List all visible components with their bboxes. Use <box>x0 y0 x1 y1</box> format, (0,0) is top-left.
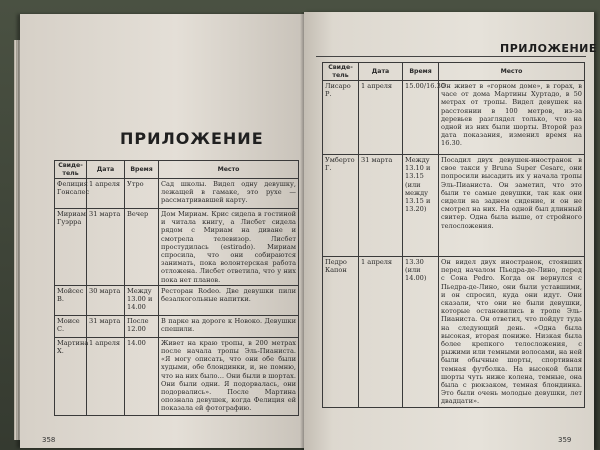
table-header-row <box>323 63 585 81</box>
table-row <box>55 315 299 337</box>
column-header-date: Дата <box>359 63 403 81</box>
time-cell: 14.00 <box>125 337 159 415</box>
place-cell: Он видел двух иностранок, стоявших перед началом Пьедра-де-Лино, перед с Сона Pedro. Когда он вернулся с Пьедра-де-Лино, они были уставшими, и он спросил, куда они идут. Они сказали, что они не были девушки, которые остановились в тропе Эль-Пианиста. Он ответил, что пойдут туда на следующий день. «Одна была высокая, вторая пониже. Низкая была более крепкого телосложения, с рыжими или темными волосами, на ней были обычные шорты, спортивная темная футболка. На высокой были шорты чуть ниже колена, темные, она была с рюкзаком, темная блондинка. Это были очень молодые девушки, лет двадцати». <box>439 257 585 408</box>
witness-cell: Фелиция Гонсалес <box>55 179 87 209</box>
table-row <box>323 81 585 155</box>
table-row <box>55 337 299 415</box>
column-header-witness: Свиде-тель <box>55 161 87 179</box>
date-cell: 31 марта <box>87 315 125 337</box>
right-page <box>304 12 597 450</box>
witness-cell: Умберто Г. <box>323 155 359 257</box>
place-cell: Живет на краю тропы, в 200 метрах после начала тропы Эль-Пианиста. «Я могу описать, что они обе были худыми, обе блондинки, и, не помню, что на них было… Они были в шортах. Они были одни. Я подорвалась, они подорвались». После Мартина опознала девушек, когда Фелиция ей показала ей фотографию. <box>159 337 299 415</box>
time-cell: Между 13.00 и 14.00 <box>125 285 159 315</box>
time-cell: Вечер <box>125 209 159 286</box>
column-header-date: Дата <box>87 161 125 179</box>
page-number-right: 359 <box>558 436 572 444</box>
place-cell: Посадил двух девушек-иностранок в свое такси у Bruna Super Cesarc, они попросили высадить их у начала тропы Эль-Пианиста. Он заметил, что это были те самые девушки, так как они сидели на заднем сидение, и он не смотрел на них. На одной был длинный свитер. Одна была выше, от стройного телосложения. <box>439 155 585 257</box>
header-rule <box>316 56 586 57</box>
table-row <box>323 257 585 408</box>
time-cell: Между 13.10 и 13.15 (или между 13.15 и 13.20) <box>403 155 439 257</box>
place-cell: В парке на дороге к Новоко. Девушки спешили. <box>159 315 299 337</box>
table-row <box>55 285 299 315</box>
date-cell: 1 апреля <box>359 257 403 408</box>
place-cell: Дом Мириам. Крис сидела в гостиной и читала книгу, а Лисбет сидела рядом с Мириам на диване и смотрела телевизор. Лисбет простудилась (estirado). Мириам спросила, что они собираются занимать, пока волонтерская работа отложена. Лисбет ответила, что у них пока нет планов. <box>159 209 299 286</box>
witness-table-right <box>322 62 585 408</box>
table-header-row <box>55 161 299 179</box>
column-header-place: Место <box>439 63 585 81</box>
time-cell: 13.30 (или 14.00) <box>403 257 439 408</box>
column-header-time: Время <box>403 63 439 81</box>
left-page <box>20 14 304 448</box>
column-header-place: Место <box>159 161 299 179</box>
witness-cell: Мойсес В. <box>55 285 87 315</box>
witness-cell: Моисе С. <box>55 315 87 337</box>
date-cell: 1 апреля <box>359 81 403 155</box>
running-header: ПРИЛОЖЕНИЕ <box>500 42 597 55</box>
date-cell: 30 марта <box>87 285 125 315</box>
column-header-witness: Свиде-тель <box>323 63 359 81</box>
date-cell: 31 марта <box>359 155 403 257</box>
date-cell: 31 марта <box>87 209 125 286</box>
place-cell: Ресторан Rodeo. Две девушки пили безалкогольные напитки. <box>159 285 299 315</box>
date-cell: 1 апреля <box>87 337 125 415</box>
witness-cell: Мартина Х. <box>55 337 87 415</box>
column-header-time: Время <box>125 161 159 179</box>
time-cell: После 12.00 <box>125 315 159 337</box>
witness-table-left <box>54 160 299 416</box>
place-cell: Он живет в «горном доме», в горах, в часе от дома Мартины Хуртадо, в 50 метрах от тропы. Видел девушек на расстоянии в 100 метров, из-за деревьев разглядел только, что на одной из них были шорты. Второй раз дата показания, изменил время на 16.30. <box>439 81 585 155</box>
witness-cell: Педро Капон <box>323 257 359 408</box>
witness-cell: Лисаро Р. <box>323 81 359 155</box>
witness-cell: Мириам Гуэрра <box>55 209 87 286</box>
place-cell: Сад школы. Видел одну девушку, лежащей в гамаке, это рухе — рассматривавшей карту. <box>159 179 299 209</box>
table-row <box>55 179 299 209</box>
date-cell: 1 апреля <box>87 179 125 209</box>
time-cell: Утро <box>125 179 159 209</box>
appendix-heading: ПРИЛОЖЕНИЕ <box>120 129 264 148</box>
page-number-left: 358 <box>42 436 56 444</box>
table-row <box>55 209 299 286</box>
time-cell: 15.00/16.30 <box>403 81 439 155</box>
table-row <box>323 155 585 257</box>
